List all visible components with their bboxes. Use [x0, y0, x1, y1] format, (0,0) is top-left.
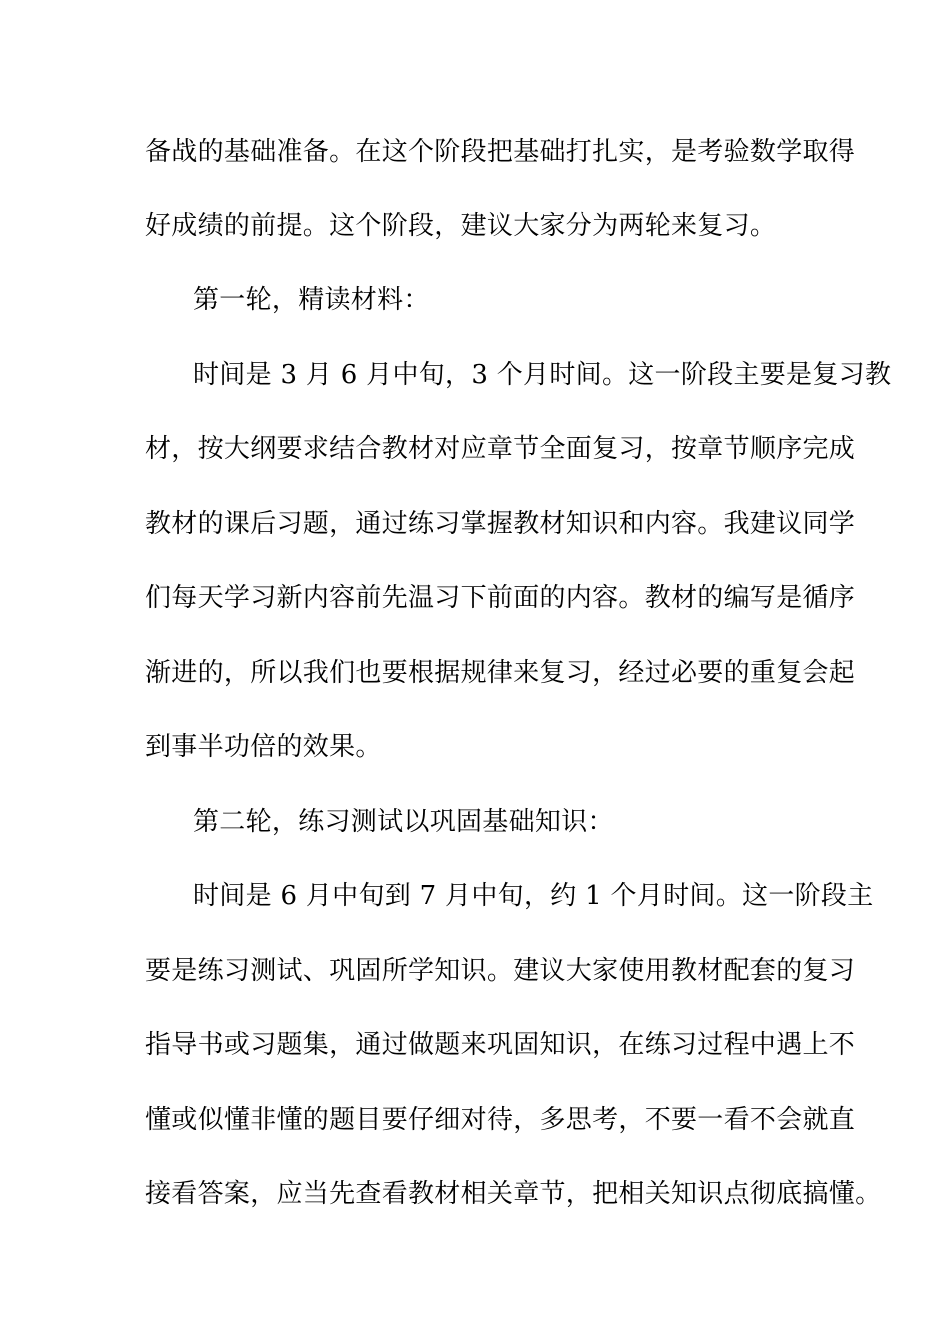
paragraph-line: 材，按大纲要求结合教材对应章节全面复习，按章节顺序完成 — [145, 434, 856, 464]
section-heading: 第一轮，精读材料： — [193, 285, 430, 315]
paragraph-line: 好成绩的前提。这个阶段，建议大家分为两轮来复习。 — [145, 211, 777, 241]
paragraph-line: 要是练习测试、巩固所学知识。建议大家使用教材配套的复习 — [145, 956, 856, 986]
paragraph-line: 懂或似懂非懂的题目要仔细对待，多思考，不要一看不会就直 — [145, 1105, 856, 1135]
paragraph-line: 们每天学习新内容前先温习下前面的内容。教材的编写是循序 — [145, 583, 856, 613]
paragraph-line: 到事半功倍的效果。 — [145, 732, 382, 762]
paragraph-line: 备战的基础准备。在这个阶段把基础打扎实，是考验数学取得 — [145, 137, 856, 167]
paragraph-line: 接看答案，应当先查看教材相关章节，把相关知识点彻底搞懂。 — [145, 1179, 882, 1209]
paragraph-line: 指导书或习题集，通过做题来巩固知识，在练习过程中遇上不 — [145, 1030, 856, 1060]
paragraph-line: 时间是 3 月 6 月中旬，3 个月时间。这一阶段主要是复习教 — [193, 360, 892, 390]
paragraph-line: 渐进的，所以我们也要根据规律来复习，经过必要的重复会起 — [145, 658, 856, 688]
section-heading: 第二轮，练习测试以巩固基础知识： — [193, 807, 614, 837]
paragraph-line: 时间是 6 月中旬到 7 月中旬，约 1 个月时间。这一阶段主 — [193, 881, 874, 911]
paragraph-line: 教材的课后习题，通过练习掌握教材知识和内容。我建议同学 — [145, 509, 856, 539]
